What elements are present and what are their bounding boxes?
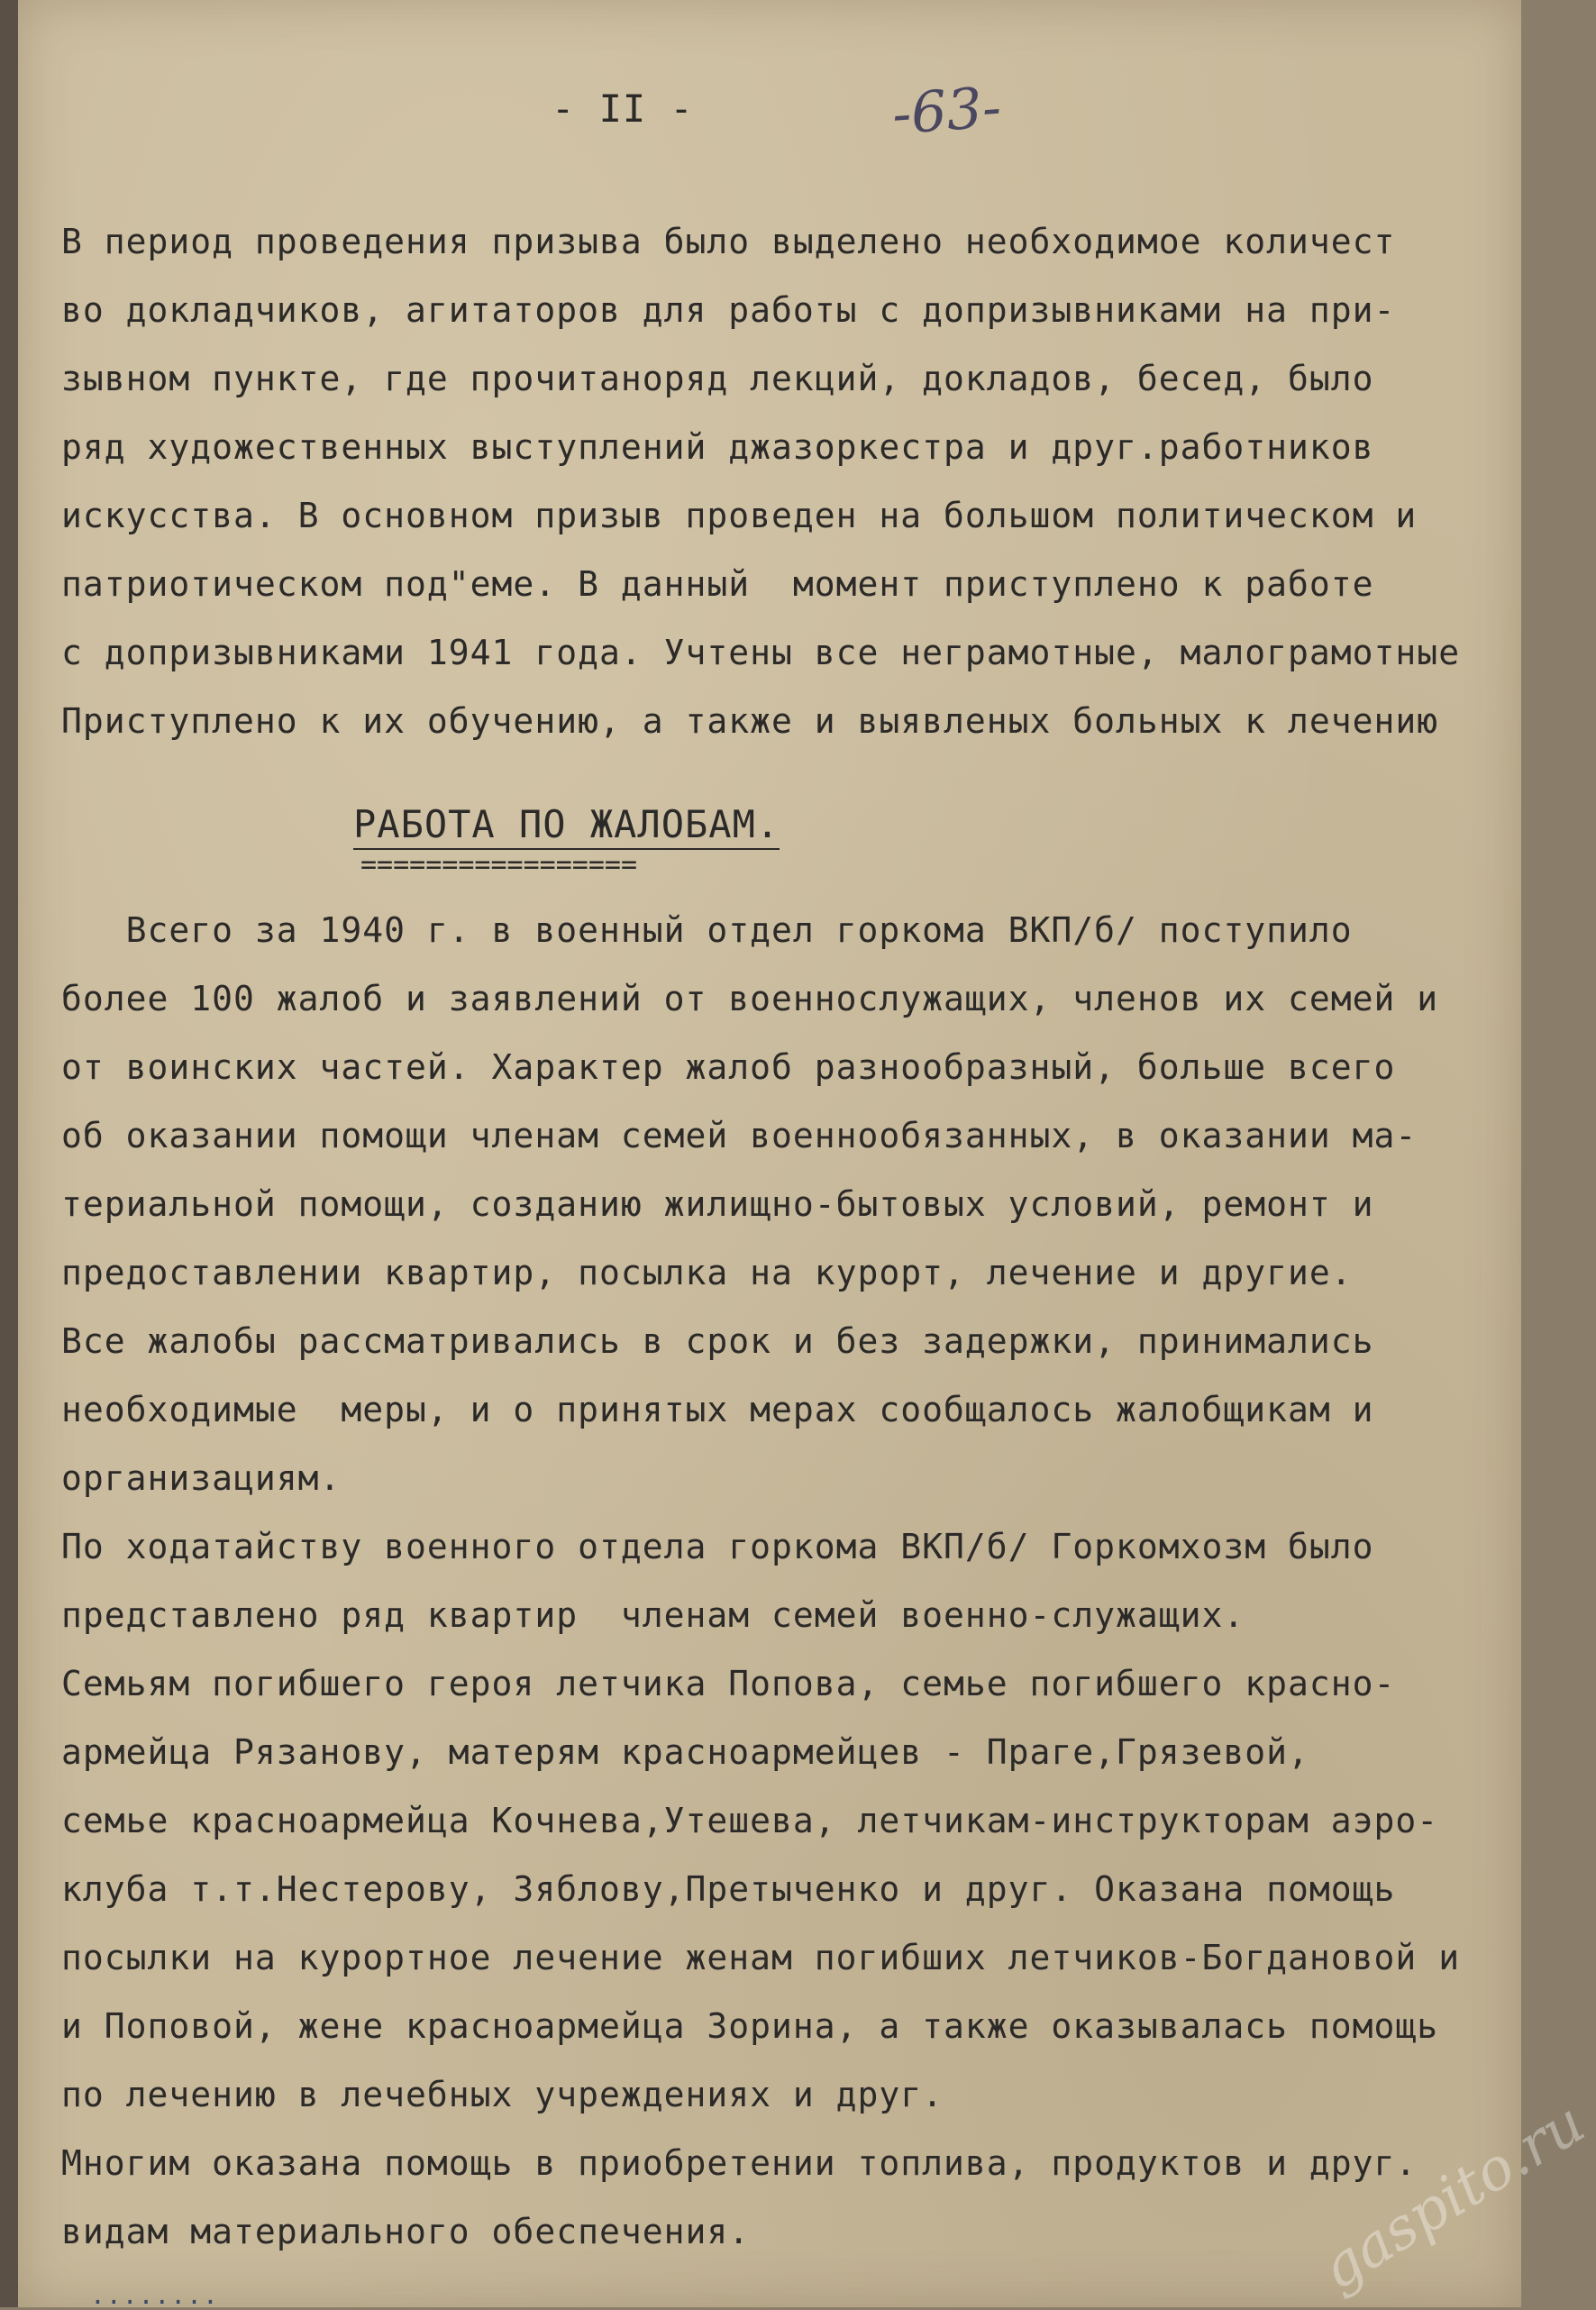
text-line: Многим оказана помощь в приобретении топлива, продуктов и друг.: [61, 2143, 1418, 2183]
footer-fragment: ........: [90, 2280, 219, 2310]
text-line: зывном пункте, где прочитаноряд лекций, докладов, бесед, было: [61, 359, 1374, 398]
text-line: Семьям погибшего героя летчика Попова, семье погибшего красно-: [61, 1664, 1396, 1703]
text-line: предоставлении квартир, посылка на курорт, лечение и другие.: [61, 1253, 1353, 1292]
section-heading: РАБОТА ПО ЖАЛОБАМ.: [353, 802, 780, 850]
watermark: gaspito.ru: [1309, 2089, 1596, 2304]
text-line: Приступлено к их обучению, а также и выявленых больных к лечению: [61, 701, 1439, 741]
text-line: териальной помощи, созданию жилищно-бытовых условий, ремонт и: [61, 1184, 1374, 1224]
text-line: искусства. В основном призыв проведен на большом политическом и: [61, 496, 1418, 535]
text-line: во докладчиков, агитаторов для работы с допризывниками на при-: [61, 290, 1396, 330]
text-line: По ходатайству военного отдела горкома ВКП/б/ Горкомхозм было: [61, 1527, 1374, 1566]
document-page: [18, 0, 1596, 2310]
page-number: - II -: [552, 87, 694, 131]
text-line: армейца Рязанову, матерям красноармейцев - Праге,Грязевой,: [61, 1732, 1309, 1772]
text-line: организациям.: [61, 1458, 342, 1498]
text-line: с допризывниками 1941 года. Учтены все неграмотные, малограмотные: [61, 633, 1461, 672]
text-line: посылки на курортное лечение женам погибших летчиков-Богдановой и: [61, 1938, 1461, 1977]
text-line: более 100 жалоб и заявлений от военнослужащих, членов их семей и: [61, 979, 1439, 1018]
handwritten-page-number: -63-: [889, 73, 1004, 148]
text-line: клуба т.т.Нестерову, Зяблову,Претыченко и друг. Оказана помощь: [61, 1869, 1396, 1909]
text-line: патриотическом под"еме. В данный момент приступлено к работе: [61, 564, 1374, 604]
text-line: Все жалобы рассматривались в срок и без задержки, принимались: [61, 1321, 1374, 1361]
heading-underline: =================: [360, 849, 638, 881]
text-line: и Поповой, жене красноармейца Зорина, а также оказывалась помощь: [61, 2006, 1439, 2046]
text-line: по лечению в лечебных учреждениях и друг.: [61, 2075, 944, 2114]
text-line: видам материального обеспечения.: [61, 2212, 751, 2251]
binding-edge: [0, 0, 18, 2307]
text-line: Всего за 1940 г. в военный отдел горкома ВКП/б/ поступило: [61, 910, 1353, 950]
text-line: необходимые меры, и о принятых мерах сообщалось жалобщикам и: [61, 1390, 1374, 1429]
text-line: В период проведения призыва было выделено необходимое количест: [61, 222, 1396, 261]
text-line: ряд художественных выступлений джазоркестра и друг.работников: [61, 427, 1374, 467]
text-line: семье красноармейца Кочнева,Утешева, летчикам-инструкторам аэро-: [61, 1801, 1439, 1840]
text-line: представлено ряд квартир членам семей военно-служащих.: [61, 1595, 1245, 1635]
text-line: от воинских частей. Характер жалоб разнообразный, больше всего: [61, 1047, 1396, 1087]
text-line: об оказании помощи членам семей военнообязанных, в оказании ма-: [61, 1116, 1418, 1155]
